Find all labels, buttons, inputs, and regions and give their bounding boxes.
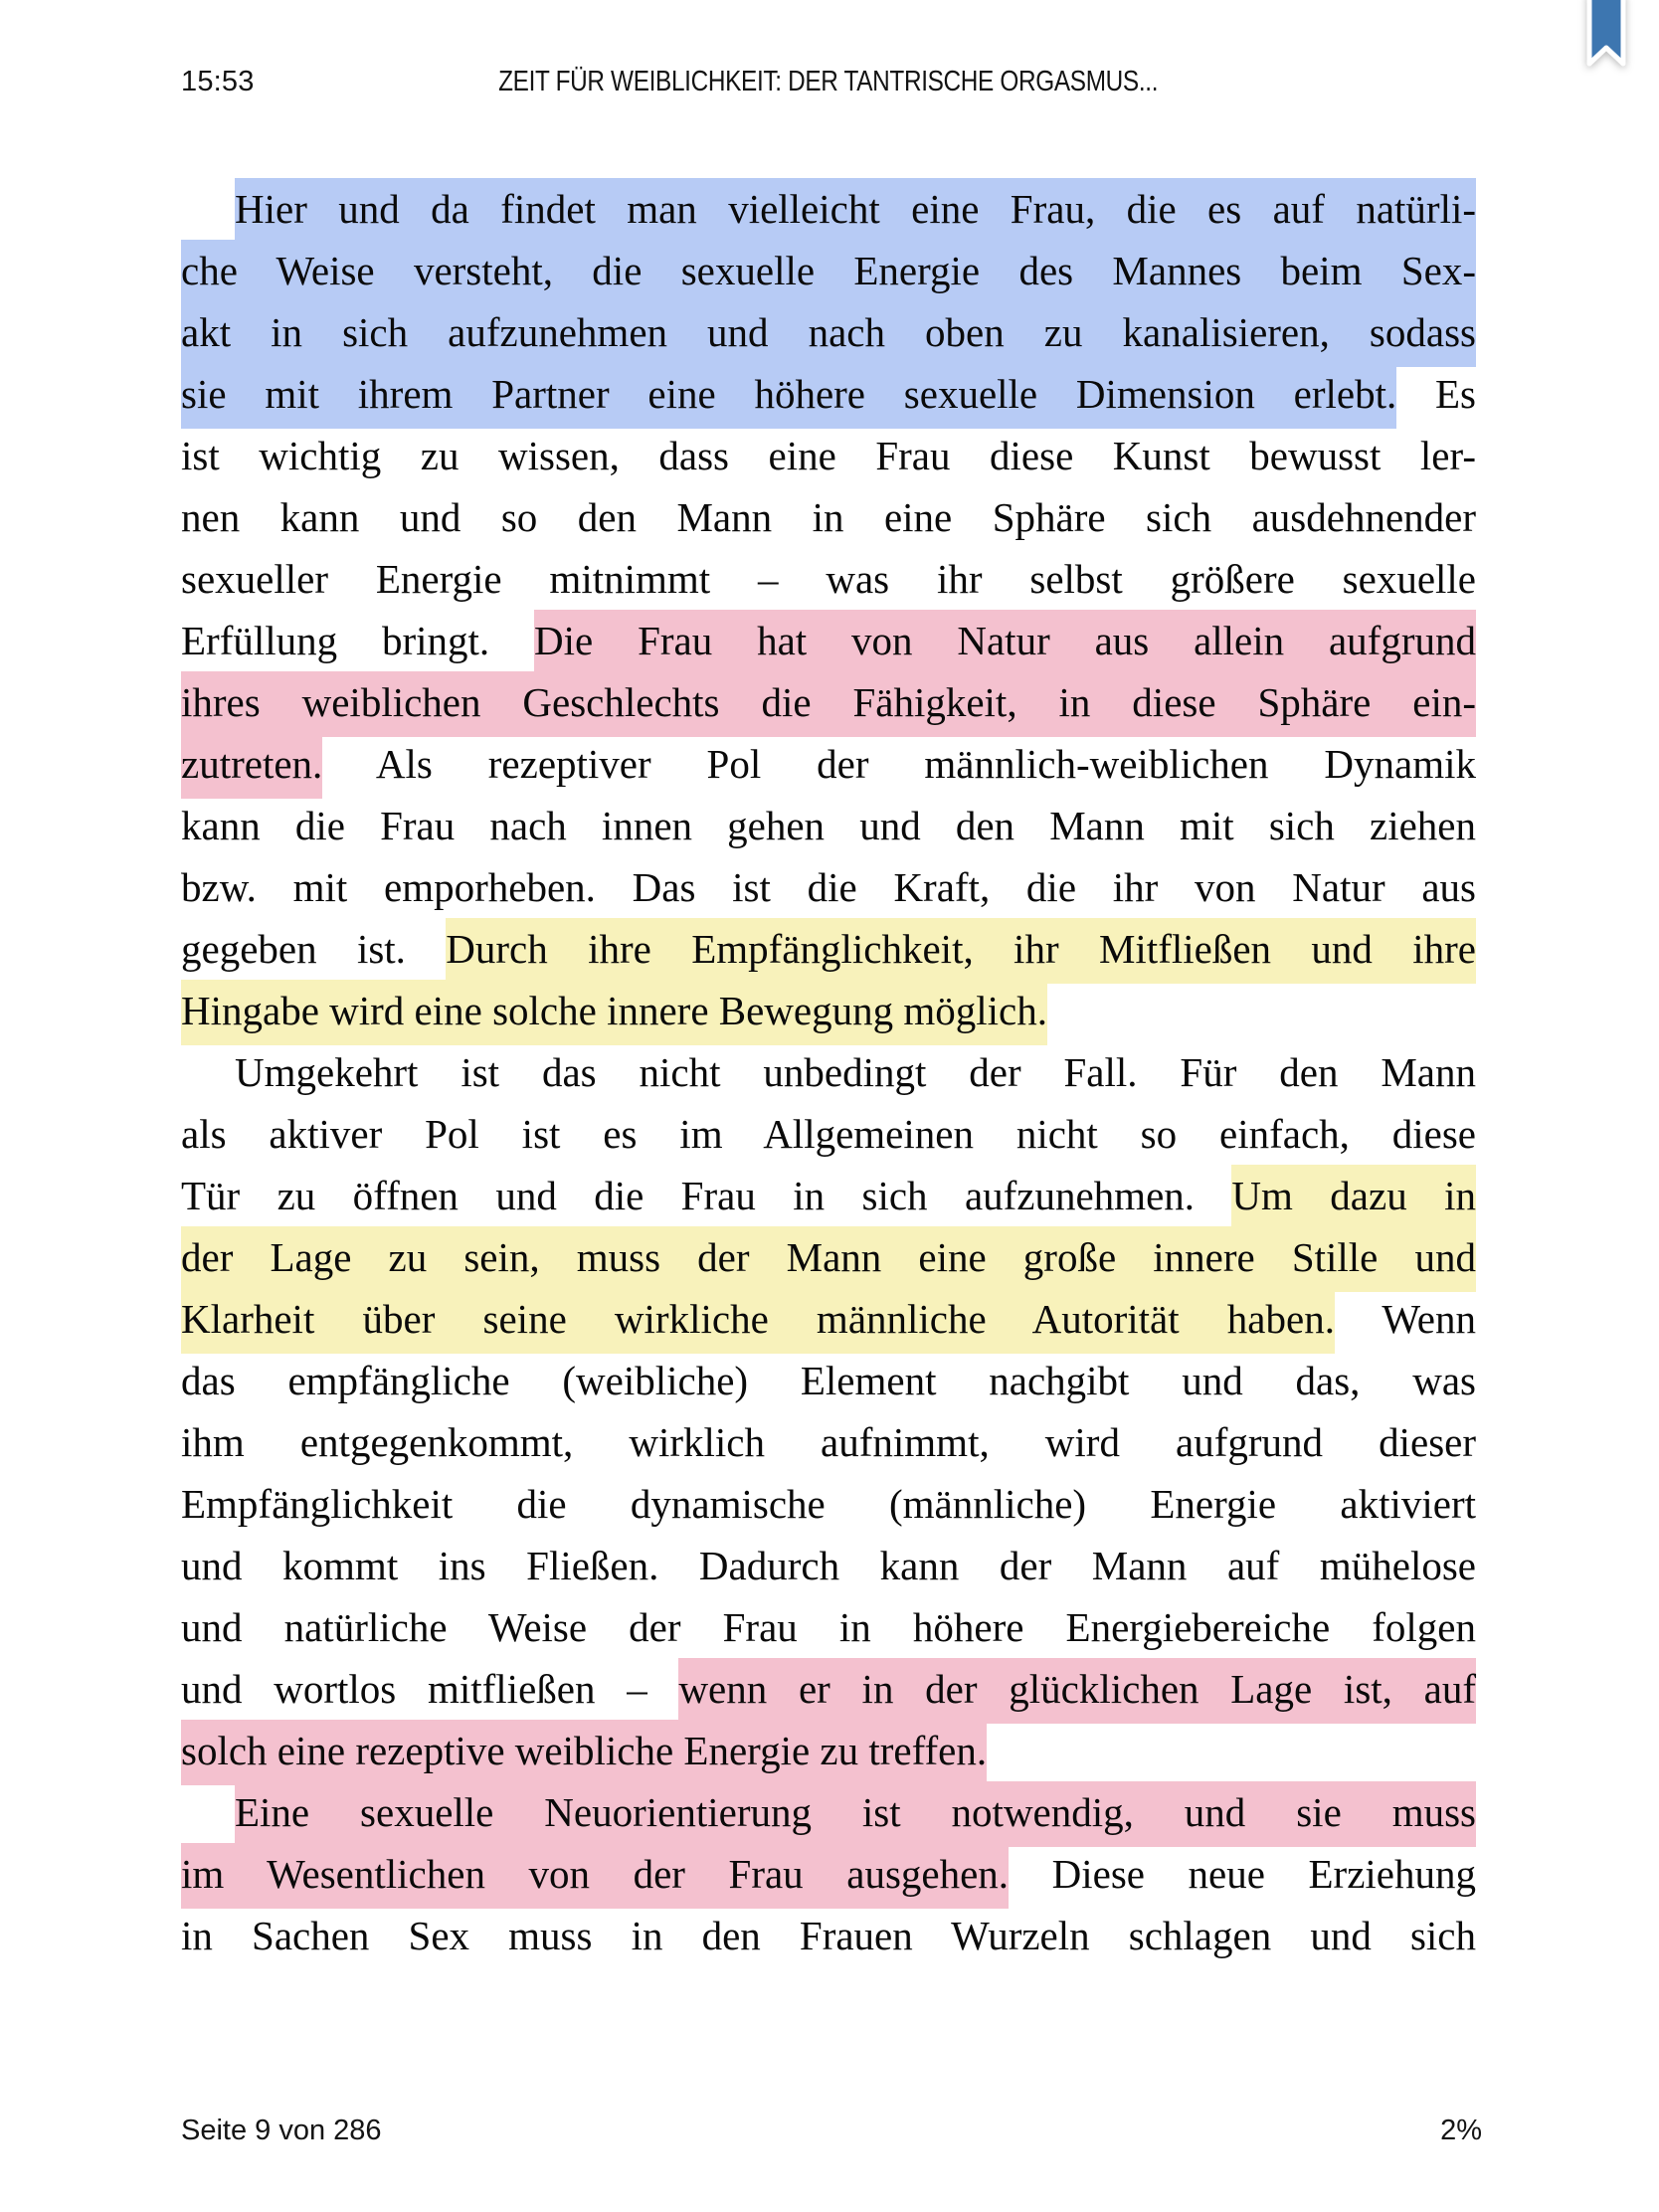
text-line (181, 1905, 1476, 1966)
status-time: 15:53 (181, 66, 255, 97)
text-line (181, 1165, 1476, 1226)
text-line (181, 1720, 1476, 1781)
highlighted-text: sie mit ihrem Partner eine höhere sexuelle Dimension erlebt. (181, 363, 1396, 429)
body-text: in Sachen Sex muss in den Frauen Wurzeln schlagen und sich (181, 1913, 1476, 1958)
body-text: Umgekehrt ist das nicht unbedingt der Fall. Für den Mann (235, 1049, 1476, 1095)
text-line (181, 671, 1476, 733)
highlighted-text: wenn er in der glücklichen Lage ist, auf (678, 1658, 1476, 1724)
body-text: Es (1396, 371, 1477, 417)
body-text: Wenn (1334, 1296, 1476, 1342)
body-text: das empfängliche (weibliche) Element nachgibt und das, was (181, 1358, 1476, 1403)
body-text: Erfüllung bringt. (181, 618, 535, 663)
text-line (181, 1658, 1476, 1720)
body-text: ist wichtig zu wissen, dass eine Frau diese Kunst bewusst ler- (181, 433, 1476, 478)
body-text: als aktiver Pol ist es im Allgemeinen nicht so einfach, diese (181, 1111, 1476, 1157)
body-text: sexueller Energie mitnimmt – was ihr selbst größere sexuelle (181, 556, 1476, 602)
body-text: und kommt ins Fließen. Dadurch kann der Mann auf mühelose (181, 1543, 1476, 1588)
body-text: Tür zu öffnen und die Frau in sich aufzunehmen. (181, 1173, 1232, 1218)
text-line (181, 1226, 1476, 1288)
text-line (181, 240, 1476, 301)
text-body (181, 178, 1476, 1966)
body-text: und wortlos mitfließen – (181, 1666, 679, 1712)
text-line (181, 1103, 1476, 1165)
text-line (181, 733, 1476, 795)
highlighted-text: der Lage zu sein, muss der Mann eine große innere Stille und (181, 1226, 1476, 1292)
text-line (181, 980, 1476, 1041)
page-indicator: Seite 9 von 286 (181, 2115, 382, 2146)
text-line (181, 795, 1476, 856)
text-line (181, 548, 1476, 610)
chapter-title: ZEIT FÜR WEIBLICHKEIT: DER TANTRISCHE ORGASMUS... (498, 66, 1159, 97)
body-text: Empfänglichkeit die dynamische (männliche) Energie aktiviert (181, 1481, 1476, 1527)
body-text: Als rezeptiver Pol der männlich-weiblichen Dynamik (322, 741, 1476, 787)
highlighted-text: ihres weiblichen Geschlechts die Fähigkeit, in diese Sphäre ein- (181, 671, 1476, 737)
text-line (181, 363, 1476, 425)
highlighted-text: Durch ihre Empfänglichkeit, ihr Mitfließen und ihre (446, 918, 1476, 984)
highlighted-text: Um dazu in (1231, 1165, 1476, 1230)
text-line (181, 1350, 1476, 1411)
text-line (181, 486, 1476, 548)
highlighted-text: solch eine rezeptive weibliche Energie zu treffen. (181, 1720, 987, 1785)
body-text: kann die Frau nach innen gehen und den Mann mit sich ziehen (181, 803, 1476, 848)
body-text: gegeben ist. (181, 926, 447, 972)
highlighted-text: akt in sich aufzunehmen und nach oben zu kanalisieren, sodass (181, 301, 1476, 367)
highlighted-text: im Wesentlichen von der Frau ausgehen. (181, 1843, 1009, 1909)
highlighted-text: Die Frau hat von Natur aus allein aufgrund (534, 610, 1476, 675)
highlighted-text: che Weise versteht, die sexuelle Energie des Mannes beim Sex- (181, 240, 1476, 305)
highlighted-text: Hier und da findet man vielleicht eine Frau, die es auf natürli- (235, 178, 1476, 244)
highlighted-text: Eine sexuelle Neuorientierung ist notwendig, und sie muss (235, 1781, 1476, 1847)
text-line (181, 1411, 1476, 1473)
text-line (181, 178, 1476, 240)
text-line (181, 301, 1476, 363)
text-line (181, 1596, 1476, 1658)
text-line (181, 610, 1476, 671)
body-text: Diese neue Erziehung (1009, 1851, 1476, 1897)
bookmark-icon[interactable] (1583, 0, 1629, 86)
body-text: bzw. mit emporheben. Das ist die Kraft, die ihr von Natur aus (181, 864, 1476, 910)
reader-footer (181, 2115, 1482, 2147)
text-line (181, 1843, 1476, 1905)
text-line (181, 1041, 1476, 1103)
highlighted-text: Klarheit über seine wirkliche männliche Autorität haben. (181, 1288, 1335, 1354)
text-line (181, 1535, 1476, 1596)
text-line (181, 856, 1476, 918)
text-line (181, 1781, 1476, 1843)
body-text: ihm entgegenkommt, wirklich aufnimmt, wird aufgrund dieser (181, 1419, 1476, 1465)
text-line (181, 918, 1476, 980)
body-text: und natürliche Weise der Frau in höhere Energiebereiche folgen (181, 1604, 1476, 1650)
progress-indicator: 2% (1440, 2115, 1482, 2146)
highlighted-text: Hingabe wird eine solche innere Bewegung möglich. (181, 980, 1047, 1045)
text-line (181, 1288, 1476, 1350)
text-line (181, 1473, 1476, 1535)
highlighted-text: zutreten. (181, 733, 322, 799)
body-text: nen kann und so den Mann in eine Sphäre sich ausdehnender (181, 494, 1476, 540)
text-line (181, 425, 1476, 486)
reader-header (181, 66, 1476, 105)
